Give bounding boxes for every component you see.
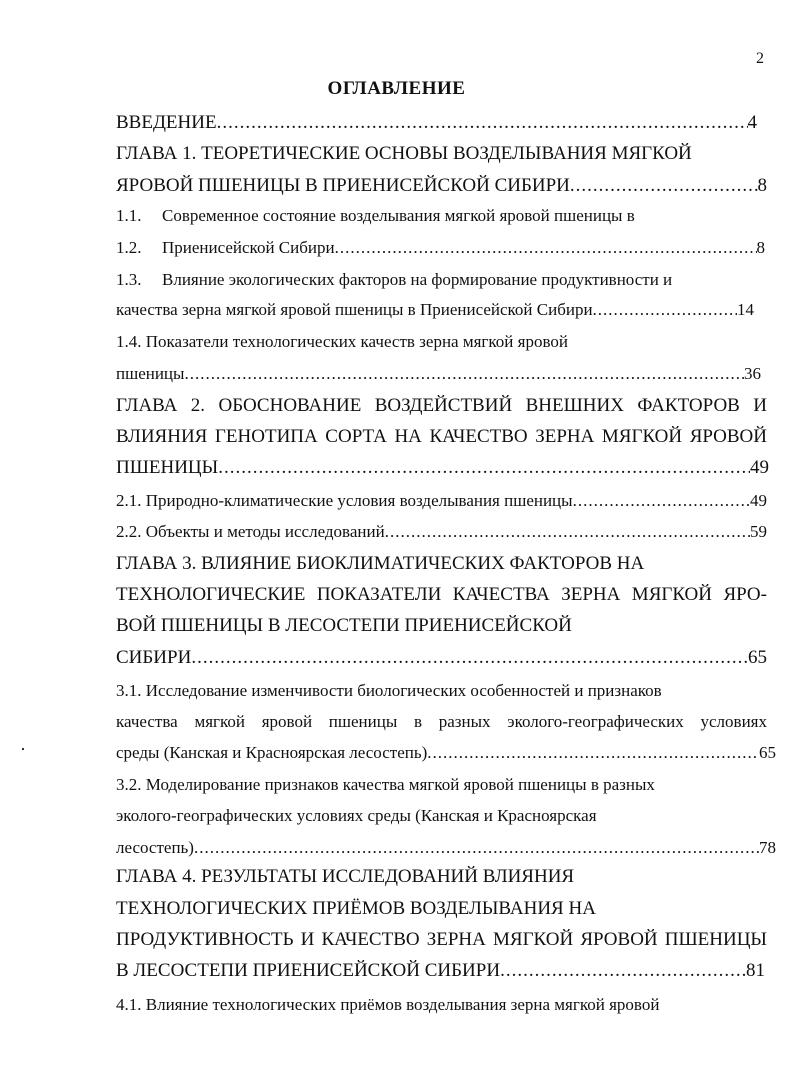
leader-dots — [194, 838, 759, 858]
toc-section-3-1[interactable]: 3.1. Исследование изменчивости биологических особенностей и признаков — [116, 681, 662, 700]
leader-dots — [217, 112, 748, 134]
toc-title: ОГЛАВЛЕНИЕ — [327, 78, 466, 99]
toc-chapter-1-line-2[interactable] — [116, 175, 767, 197]
toc-section-1-4[interactable]: 1.4. Показатели технологических качеств зерна мягкой яровой — [116, 332, 568, 351]
toc-page-number: 65 — [759, 743, 776, 762]
toc-entry-text: ВВЕДЕНИЕ — [116, 112, 217, 133]
leader-dots — [427, 743, 759, 763]
toc-section-2-1[interactable] — [116, 491, 767, 511]
toc-section-3-1-cont[interactable]: качества мягкой яровой пшеницы в разных эколого-географических условиях — [116, 712, 767, 731]
toc-entry-text: Приенисейской Сибири — [162, 238, 335, 257]
toc-section-3-2[interactable]: 3.2. Моделирование признаков качества мягкой яровой пшеницы в разных — [116, 775, 655, 794]
scan-speck — [22, 748, 24, 750]
toc-entry-text: 2.1. Природно-климатические условия возделывания пшеницы — [116, 491, 573, 510]
leader-dots — [218, 457, 750, 479]
toc-section-1-3-cont[interactable] — [116, 300, 754, 320]
toc-chapter-4-line-4[interactable] — [116, 960, 765, 982]
toc-chapter-4-line-1[interactable]: ГЛАВА 4. РЕЗУЛЬТАТЫ ИССЛЕДОВАНИЙ ВЛИЯНИЯ — [116, 866, 575, 887]
leader-dots — [184, 364, 744, 384]
toc-section-1-4-cont[interactable] — [116, 364, 761, 384]
toc-section-3-2-cont-2[interactable] — [116, 838, 776, 858]
leader-dots — [335, 238, 757, 258]
toc-entry-text: пшеницы — [116, 364, 185, 383]
toc-page-number: 81 — [746, 960, 765, 981]
toc-entry-text: Современное состояние возделывания мягкой яровой пшеницы в — [162, 206, 635, 225]
toc-page-number: 49 — [750, 457, 769, 478]
leader-dots — [500, 960, 746, 982]
toc-entry-text: СИБИРИ — [116, 647, 192, 668]
toc-page-number: 8 — [756, 238, 765, 257]
toc-page-number: 14 — [737, 300, 754, 319]
section-number: 1.3. — [116, 270, 142, 289]
toc-chapter-4-line-3[interactable]: ПРОДУКТИВНОСТЬ И КАЧЕСТВО ЗЕРНА МЯГКОЙ ЯРОВОЙ ПШЕНИЦЫ — [116, 929, 767, 950]
section-number: 1.2. — [116, 238, 142, 257]
leader-dots — [593, 300, 737, 320]
toc-chapter-2-line-1[interactable]: ГЛАВА 2. ОБОСНОВАНИЕ ВОЗДЕЙСТВИЙ ВНЕШНИХ ФАКТОРОВ И — [116, 395, 767, 416]
toc-chapter-3-line-4[interactable] — [116, 647, 767, 669]
toc-page-number: 65 — [748, 647, 767, 668]
toc-page-number: 36 — [744, 364, 761, 383]
toc-entry-text: ЯРОВОЙ ПШЕНИЦЫ В ПРИЕНИСЕЙСКОЙ СИБИРИ — [116, 175, 570, 196]
page-number: 2 — [756, 50, 764, 67]
toc-section-1-1[interactable] — [116, 206, 757, 226]
toc-section-2-2[interactable] — [116, 522, 767, 542]
toc-page-number: 49 — [750, 491, 767, 510]
toc-chapter-2-line-2[interactable]: ВЛИЯНИЯ ГЕНОТИПА СОРТА НА КАЧЕСТВО ЗЕРНА МЯГКОЙ ЯРОВОЙ — [116, 426, 767, 447]
toc-chapter-3-line-1[interactable]: ГЛАВА 3. ВЛИЯНИЕ БИОКЛИМАТИЧЕСКИХ ФАКТОРОВ НА — [116, 553, 645, 574]
toc-entry-text: ПШЕНИЦЫ — [116, 457, 219, 478]
toc-section-3-2-cont[interactable]: эколого-географических условиях среды (Канская и Красноярская — [116, 806, 597, 825]
toc-page-number: 8 — [757, 175, 767, 196]
leader-dots — [570, 175, 758, 197]
toc-section-1-2[interactable] — [116, 238, 765, 258]
leader-dots — [573, 491, 750, 511]
toc-section-1-3[interactable] — [116, 270, 765, 290]
toc-entry-text: Влияние экологических факторов на формирование продуктивности и — [162, 270, 673, 289]
toc-section-3-1-cont-2[interactable] — [116, 743, 776, 763]
toc-chapter-4-line-2[interactable]: ТЕХНОЛОГИЧЕСКИХ ПРИЁМОВ ВОЗДЕЛЫВАНИЯ НА — [116, 898, 596, 919]
toc-entry-text: лесостепь) — [116, 838, 194, 857]
toc-section-4-1[interactable]: 4.1. Влияние технологических приёмов возделывания зерна мягкой яровой — [116, 995, 660, 1014]
toc-entry-text: среды (Канская и Красноярская лесостепь) — [116, 743, 428, 762]
toc-chapter-2-line-3[interactable] — [116, 457, 769, 479]
toc-entry-introduction[interactable] — [116, 112, 757, 134]
toc-entry-text: 2.2. Объекты и методы исследований — [116, 522, 385, 541]
toc-entry-text: качества зерна мягкой яровой пшеницы в Приенисейской Сибири — [116, 300, 593, 319]
toc-chapter-3-line-2[interactable]: ТЕХНОЛОГИЧЕСКИЕ ПОКАЗАТЕЛИ КАЧЕСТВА ЗЕРНА МЯГКОЙ ЯРО- — [116, 584, 767, 605]
toc-chapter-1-line-1[interactable]: ГЛАВА 1. ТЕОРЕТИЧЕСКИЕ ОСНОВЫ ВОЗДЕЛЫВАНИЯ МЯГКОЙ — [116, 143, 692, 164]
toc-page-number: 78 — [759, 838, 776, 857]
leader-dots — [385, 522, 750, 542]
toc-page-number: 4 — [747, 112, 757, 133]
toc-page-number: 59 — [750, 522, 767, 541]
leader-dots — [191, 647, 748, 669]
section-number: 1.1. — [116, 206, 142, 225]
toc-entry-text: В ЛЕСОСТЕПИ ПРИЕНИСЕЙСКОЙ СИБИРИ — [116, 960, 501, 981]
toc-chapter-3-line-3[interactable]: ВОЙ ПШЕНИЦЫ В ЛЕСОСТЕПИ ПРИЕНИСЕЙСКОЙ — [116, 615, 572, 636]
